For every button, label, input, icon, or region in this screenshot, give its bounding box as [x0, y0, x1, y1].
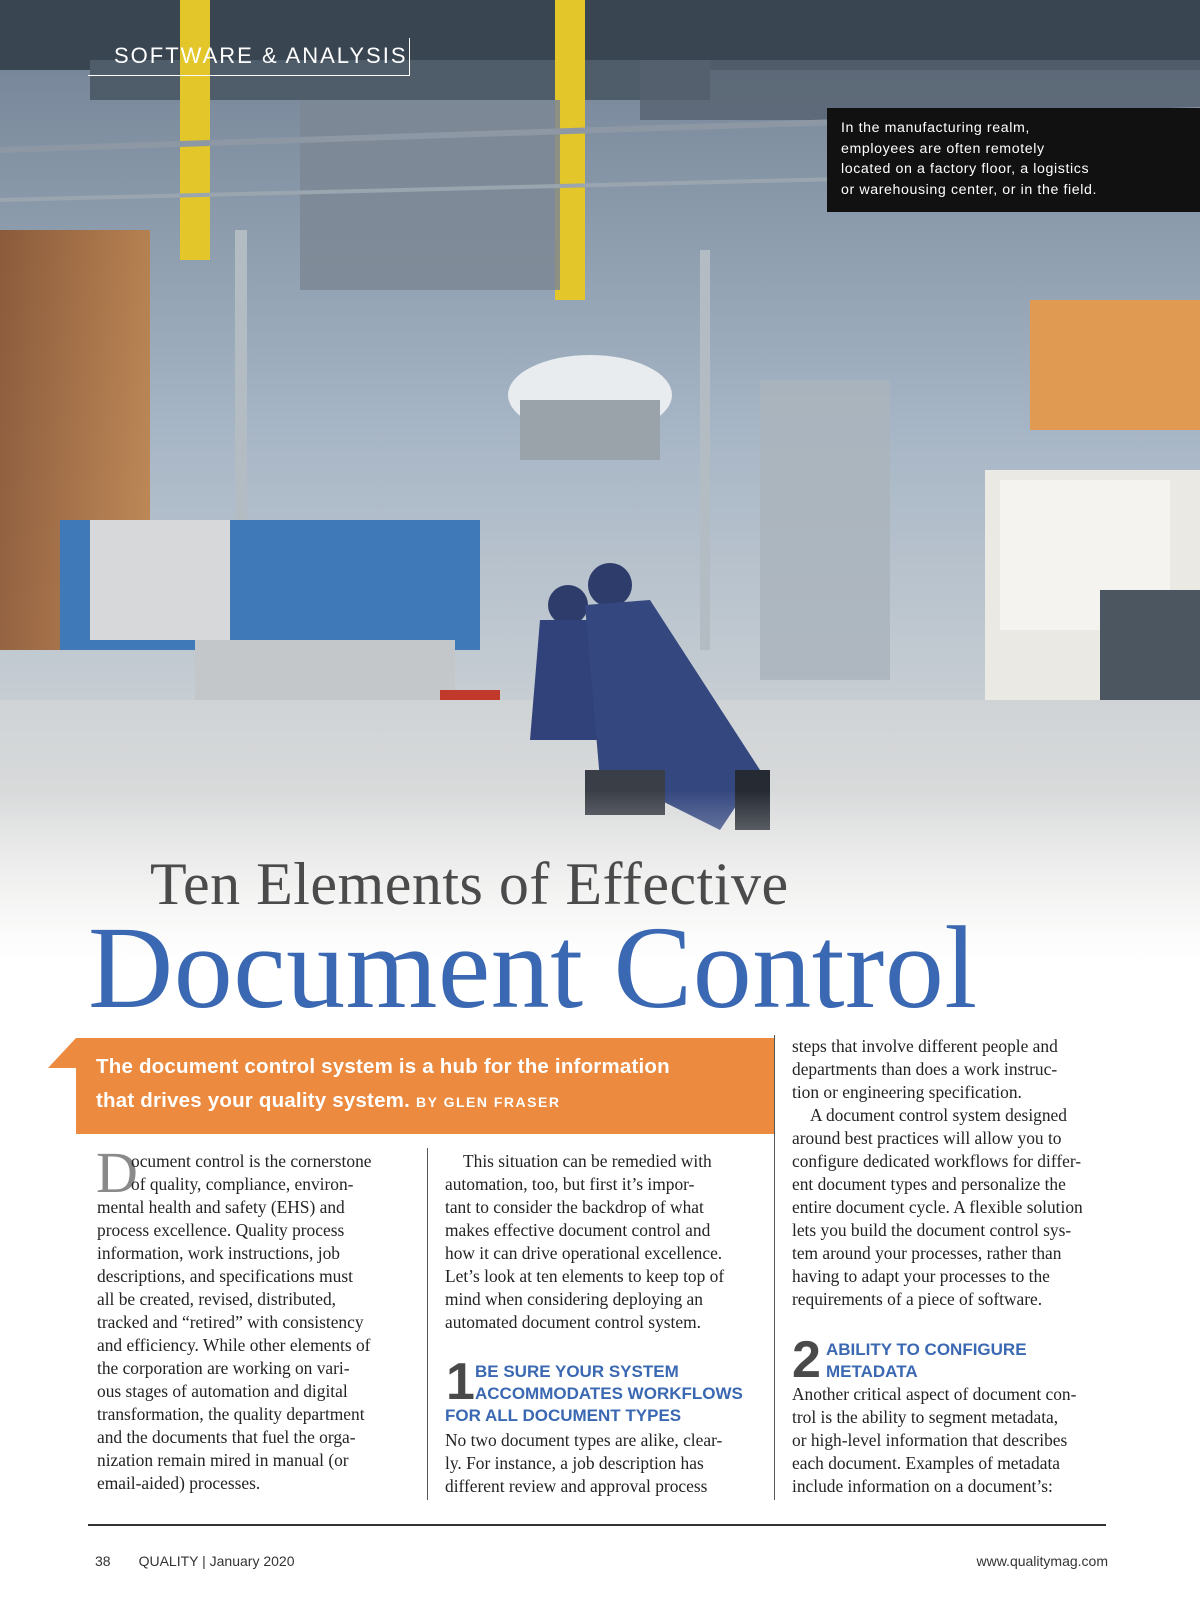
drop-cap: D [96, 1140, 138, 1205]
caption-line: employees are often remotely [841, 140, 1045, 157]
body-line: mental health and safety (EHS) and [97, 1197, 345, 1217]
caption-line: In the manufacturing realm, [841, 120, 1030, 136]
body-line: having to adapt your processes to the [792, 1266, 1050, 1286]
body-line: A document control system designed [810, 1105, 1067, 1125]
footer-folio [95, 1553, 295, 1569]
body-line: and the documents that fuel the orga- [97, 1427, 356, 1447]
body-line: the corporation are working on vari- [97, 1358, 350, 1378]
body-line: nization remain mired in manual (or [97, 1450, 349, 1470]
article-title-kicker: Ten Elements of Effective [150, 851, 789, 917]
body-column-2 [445, 1150, 724, 1334]
body-line: all be created, revised, distributed, [97, 1289, 337, 1309]
body-line: trol is the ability to segment metadata, [792, 1407, 1059, 1427]
section-heading-line: ABILITY TO CONFIGURE [826, 1340, 1027, 1359]
section-heading [445, 1405, 681, 1427]
publication-info: QUALITY | January 2020 [138, 1553, 295, 1569]
body-line: This situation can be remedied with [463, 1151, 712, 1171]
page-number: 38 [95, 1553, 111, 1569]
body-line: lets you build the document control sys- [792, 1220, 1072, 1240]
article-title: Document Control [88, 902, 978, 1033]
body-line: information, work instructions, job [97, 1243, 340, 1263]
body-line: entire document cycle. A flexible solution [792, 1197, 1083, 1217]
body-line: requirements of a piece of software. [792, 1289, 1043, 1309]
body-line: Another critical aspect of document con- [792, 1384, 1077, 1404]
section-body [445, 1429, 722, 1498]
body-line: tion or engineering specification. [792, 1082, 1022, 1102]
body-line: how it can drive operational excellence. [445, 1243, 723, 1263]
photo-caption [827, 108, 1200, 212]
column-rule [774, 1035, 775, 1500]
dek-banner [48, 1038, 774, 1134]
section-heading [475, 1361, 743, 1405]
body-line: mind when considering deploying an [445, 1289, 703, 1309]
body-line: automated document control system. [445, 1312, 701, 1332]
dek-banner-shape [48, 1038, 774, 1134]
byline: BY GLEN FRASER [416, 1094, 561, 1110]
body-line: ly. For instance, a job description has [445, 1453, 704, 1473]
section-number: 1 [446, 1353, 475, 1411]
body-line: ous stages of automation and digital [97, 1381, 348, 1401]
section-body [792, 1383, 1076, 1498]
body-line: Let’s look at ten elements to keep top of [445, 1266, 725, 1286]
body-line: departments than does a work instruc- [792, 1059, 1058, 1079]
dek-text-line: The document control system is a hub for the information [96, 1055, 670, 1078]
body-line: makes effective document control and [445, 1220, 711, 1240]
dek-text: that drives your quality system. [96, 1089, 410, 1112]
column-rule [427, 1148, 428, 1500]
body-line: and efficiency. While other elements of [97, 1335, 371, 1355]
caption-line: or warehousing center, or in the field. [841, 181, 1098, 198]
body-line: or high-level information that describes [792, 1430, 1068, 1450]
footer-rule [88, 1524, 1106, 1526]
caption-line: located on a factory floor, a logistics [841, 161, 1090, 177]
body-line: of quality, compliance, environ- [131, 1174, 354, 1194]
body-line: descriptions, and specifications must [97, 1266, 353, 1286]
body-line: automation, too, but first it’s impor- [445, 1174, 695, 1194]
body-line: tracked and “retired” with consistency [97, 1312, 364, 1332]
body-line: include information on a document’s: [792, 1476, 1053, 1496]
section-number: 2 [792, 1331, 821, 1389]
section-tag [88, 38, 410, 76]
body-line: steps that involve different people and [792, 1036, 1058, 1056]
body-line: process excellence. Quality process [97, 1220, 345, 1240]
section-tag-label: SOFTWARE & ANALYSIS [114, 43, 408, 68]
body-line: No two document types are alike, clear- [445, 1430, 723, 1450]
body-line: tem around your processes, rather than [792, 1243, 1062, 1263]
body-line: transformation, the quality department [97, 1404, 365, 1424]
body-line: each document. Examples of metadata [792, 1453, 1060, 1473]
footer-url: www.qualitymag.com [976, 1553, 1108, 1569]
body-line: email-aided) processes. [97, 1473, 261, 1493]
body-column-3 [792, 1035, 1083, 1311]
body-line: configure dedicated workflows for differ- [792, 1151, 1082, 1171]
body-line: different review and approval process [445, 1476, 708, 1496]
body-line: tant to consider the backdrop of what [445, 1197, 704, 1217]
body-column-1 [97, 1150, 372, 1495]
body-line: ent document types and personalize the [792, 1174, 1066, 1194]
section-heading [826, 1339, 1027, 1383]
section-heading-line: FOR ALL DOCUMENT TYPES [445, 1406, 682, 1425]
section-heading-line: ACCOMMODATES WORKFLOWS [475, 1384, 743, 1403]
section-heading-line: BE SURE YOUR SYSTEM [475, 1362, 679, 1381]
body-line: ocument control is the cornerstone [131, 1151, 372, 1171]
body-line: around best practices will allow you to [792, 1128, 1062, 1148]
dek-text-line [96, 1089, 560, 1113]
section-heading-line: METADATA [826, 1362, 918, 1381]
